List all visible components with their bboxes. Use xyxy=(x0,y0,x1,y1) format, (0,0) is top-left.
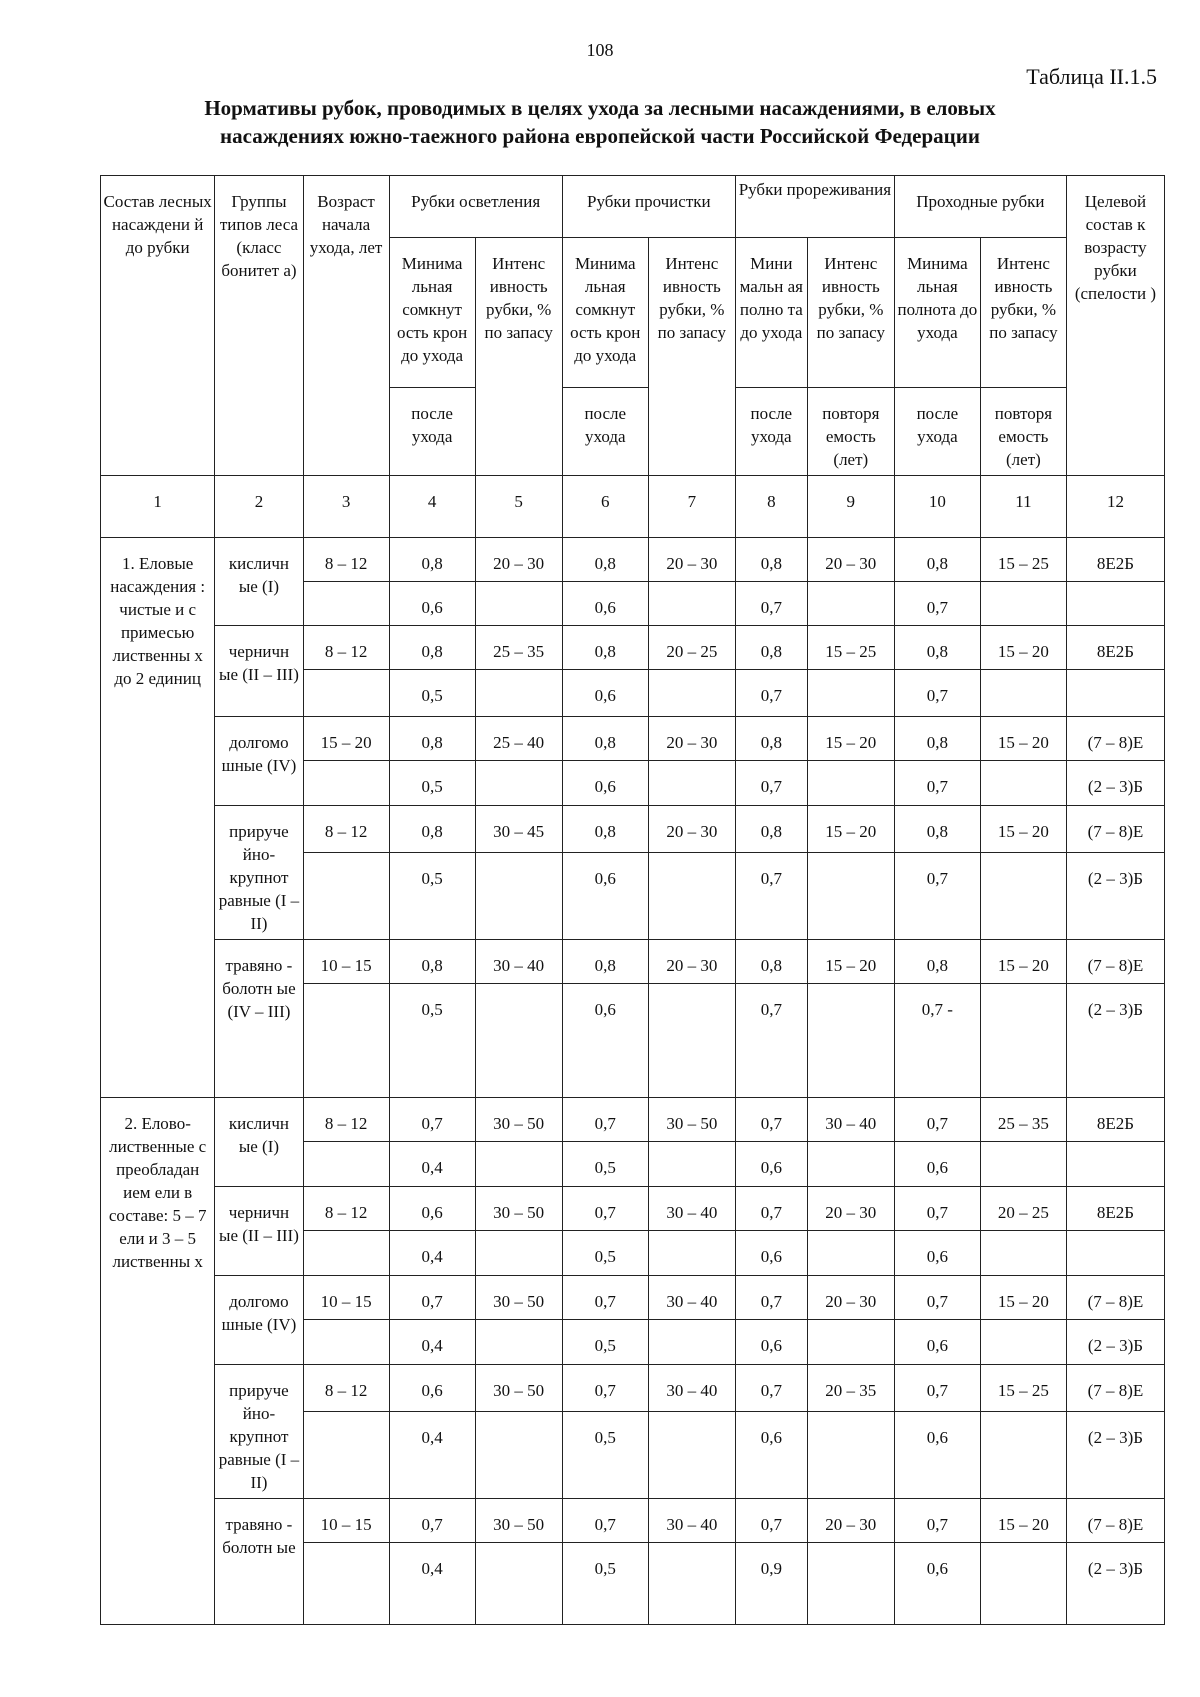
value-cell: 0,8 xyxy=(894,538,980,582)
header-col-9: Интенс ивность рубки, % по запасу xyxy=(807,238,894,388)
forest-type-cell: долгомо шные (IV) xyxy=(215,1276,303,1365)
value-cell: 0,7 xyxy=(894,1187,980,1231)
value-cell xyxy=(475,984,562,1098)
value-cell xyxy=(1066,1142,1164,1187)
value-cell xyxy=(303,1142,389,1187)
forest-type-cell: черничн ые (II – III) xyxy=(215,1187,303,1276)
value-cell: 25 – 35 xyxy=(980,1098,1066,1142)
value-cell xyxy=(807,1411,894,1498)
value-cell xyxy=(980,761,1066,806)
value-cell xyxy=(475,1320,562,1365)
value-cell: 0,8 xyxy=(562,940,648,984)
value-cell: 0,6 xyxy=(389,1187,475,1231)
value-cell: 10 – 15 xyxy=(303,1276,389,1320)
value-cell: 0,8 xyxy=(735,940,807,984)
col-number-5: 5 xyxy=(475,476,562,538)
value-cell: 0,6 xyxy=(562,670,648,717)
col-number-3: 3 xyxy=(303,476,389,538)
forest-type-cell: кисличн ые (I) xyxy=(215,538,303,626)
table-body xyxy=(101,538,1165,1625)
col-number-12: 12 xyxy=(1066,476,1164,538)
value-cell: 0,6 xyxy=(735,1320,807,1365)
value-cell: 0,8 xyxy=(562,538,648,582)
value-cell: 0,5 xyxy=(562,1543,648,1625)
value-cell: 20 – 25 xyxy=(648,626,735,670)
value-cell: (7 – 8)Е xyxy=(1066,940,1164,984)
value-cell: 0,7 xyxy=(735,984,807,1098)
value-cell: 0,6 xyxy=(894,1142,980,1187)
value-cell xyxy=(648,582,735,626)
value-cell: 0,8 xyxy=(894,717,980,761)
title-line-2: насаждениях южно-таежного района европейской части Российской Федерации xyxy=(220,124,980,148)
value-cell: 20 – 30 xyxy=(648,806,735,853)
value-cell: 15 – 20 xyxy=(980,626,1066,670)
value-cell: 0,7 xyxy=(735,852,807,939)
value-cell: 8 – 12 xyxy=(303,1098,389,1142)
value-cell: 15 – 20 xyxy=(807,806,894,853)
value-cell: 0,5 xyxy=(562,1231,648,1276)
value-cell: 15 – 20 xyxy=(807,717,894,761)
value-cell: 20 – 30 xyxy=(807,538,894,582)
value-cell: 0,8 xyxy=(894,806,980,853)
col-number-2: 2 xyxy=(215,476,303,538)
value-cell: (2 – 3)Б xyxy=(1066,761,1164,806)
value-cell: 0,6 xyxy=(562,582,648,626)
value-cell: 30 – 50 xyxy=(475,1499,562,1543)
value-cell xyxy=(303,852,389,939)
value-cell: 0,5 xyxy=(562,1411,648,1498)
table-row xyxy=(101,1187,1165,1231)
value-cell: 20 – 30 xyxy=(807,1187,894,1231)
table-row xyxy=(101,717,1165,761)
value-cell: 20 – 30 xyxy=(475,538,562,582)
header-col-6: Минима льная сомкнут ость крон до ухода xyxy=(562,238,648,388)
value-cell: 15 – 20 xyxy=(980,806,1066,853)
value-cell: 0,6 xyxy=(894,1543,980,1625)
value-cell xyxy=(1066,670,1164,717)
value-cell: 20 – 30 xyxy=(807,1499,894,1543)
value-cell: 0,4 xyxy=(389,1142,475,1187)
value-cell: 0,7 xyxy=(894,852,980,939)
header-forest-type-group: Группы типов леса (класс бонитет а) xyxy=(215,176,303,476)
value-cell: 15 – 20 xyxy=(980,940,1066,984)
value-cell: 0,7 - xyxy=(894,984,980,1098)
norms-table xyxy=(100,175,1165,1625)
value-cell: 0,8 xyxy=(735,538,807,582)
value-cell: 0,8 xyxy=(894,626,980,670)
value-cell: 0,7 xyxy=(562,1276,648,1320)
value-cell xyxy=(980,582,1066,626)
value-cell xyxy=(980,1231,1066,1276)
value-cell xyxy=(303,984,389,1098)
value-cell: 0,8 xyxy=(562,806,648,853)
col-number-7: 7 xyxy=(648,476,735,538)
col-number-6: 6 xyxy=(562,476,648,538)
value-cell: 0,8 xyxy=(562,717,648,761)
value-cell: 8 – 12 xyxy=(303,1365,389,1412)
title-line-1: Нормативы рубок, проводимых в целях ухода за лесными насаждениями, в еловых xyxy=(204,96,996,120)
value-cell xyxy=(807,761,894,806)
value-cell: 0,6 xyxy=(562,761,648,806)
value-cell: 0,7 xyxy=(894,1499,980,1543)
header-col-6-after: после ухода xyxy=(562,388,648,476)
value-cell xyxy=(980,1320,1066,1365)
table-row xyxy=(101,806,1165,853)
value-cell xyxy=(475,1231,562,1276)
col-number-11: 11 xyxy=(980,476,1066,538)
value-cell: 15 – 20 xyxy=(980,717,1066,761)
header-col-10: Минима льная полнота до ухода xyxy=(894,238,980,388)
value-cell: 30 – 40 xyxy=(807,1098,894,1142)
value-cell: 0,8 xyxy=(894,940,980,984)
value-cell: 0,4 xyxy=(389,1543,475,1625)
header-col-4: Минима льная сомкнут ость крон до ухода xyxy=(389,238,475,388)
value-cell: 0,7 xyxy=(562,1187,648,1231)
value-cell: 0,6 xyxy=(894,1320,980,1365)
value-cell: 0,9 xyxy=(735,1543,807,1625)
value-cell: 0,4 xyxy=(389,1411,475,1498)
value-cell: (7 – 8)Е xyxy=(1066,1365,1164,1412)
header-col-4-after: после ухода xyxy=(389,388,475,476)
value-cell: 30 – 45 xyxy=(475,806,562,853)
value-cell: 15 – 25 xyxy=(980,1365,1066,1412)
col-number-1: 1 xyxy=(101,476,215,538)
value-cell: 15 – 20 xyxy=(303,717,389,761)
value-cell: 0,5 xyxy=(562,1142,648,1187)
value-cell xyxy=(807,852,894,939)
value-cell: 0,6 xyxy=(562,984,648,1098)
value-cell: 0,8 xyxy=(389,717,475,761)
value-cell: (2 – 3)Б xyxy=(1066,1411,1164,1498)
value-cell xyxy=(475,852,562,939)
value-cell: 0,5 xyxy=(562,1320,648,1365)
table-row xyxy=(101,626,1165,670)
value-cell xyxy=(303,1231,389,1276)
value-cell: 0,6 xyxy=(389,1365,475,1412)
value-cell: 30 – 50 xyxy=(475,1276,562,1320)
table-row xyxy=(101,538,1165,582)
value-cell: 30 – 40 xyxy=(648,1365,735,1412)
value-cell: 15 – 20 xyxy=(980,1276,1066,1320)
value-cell: 0,7 xyxy=(735,1276,807,1320)
value-cell: 15 – 20 xyxy=(807,940,894,984)
value-cell xyxy=(648,761,735,806)
value-cell: 15 – 25 xyxy=(980,538,1066,582)
header-col-8: Мини мальн ая полно та до ухода xyxy=(735,238,807,388)
value-cell: 30 – 40 xyxy=(648,1499,735,1543)
value-cell: 0,7 xyxy=(735,1098,807,1142)
forest-type-cell: черничн ые (II – III) xyxy=(215,626,303,717)
value-cell: 0,7 xyxy=(894,582,980,626)
value-cell xyxy=(303,1320,389,1365)
value-cell xyxy=(807,582,894,626)
forest-type-cell: травяно - болотн ые xyxy=(215,1499,303,1625)
value-cell xyxy=(648,1543,735,1625)
value-cell: 0,7 xyxy=(735,761,807,806)
value-cell: 0,8 xyxy=(735,806,807,853)
value-cell: 30 – 50 xyxy=(648,1098,735,1142)
header-start-age: Возраст начала ухода, лет xyxy=(303,176,389,476)
value-cell: 8 – 12 xyxy=(303,1187,389,1231)
forest-type-cell: долгомо шные (IV) xyxy=(215,717,303,806)
value-cell: 20 – 30 xyxy=(648,940,735,984)
value-cell: 0,4 xyxy=(389,1231,475,1276)
value-cell xyxy=(980,670,1066,717)
value-cell: 0,7 xyxy=(562,1499,648,1543)
value-cell: 0,8 xyxy=(389,538,475,582)
value-cell xyxy=(980,852,1066,939)
value-cell: 0,6 xyxy=(562,852,648,939)
header-col-11: Интенс ивность рубки, % по запасу xyxy=(980,238,1066,388)
value-cell: 0,8 xyxy=(735,626,807,670)
value-cell: 20 – 30 xyxy=(648,717,735,761)
value-cell xyxy=(807,1231,894,1276)
value-cell: (7 – 8)Е xyxy=(1066,1276,1164,1320)
value-cell: 30 – 40 xyxy=(648,1187,735,1231)
header-col-10-after: после ухода xyxy=(894,388,980,476)
value-cell: 8Е2Б xyxy=(1066,1187,1164,1231)
value-cell: 20 – 35 xyxy=(807,1365,894,1412)
value-cell xyxy=(475,670,562,717)
col-number-10: 10 xyxy=(894,476,980,538)
value-cell xyxy=(1066,582,1164,626)
value-cell xyxy=(980,984,1066,1098)
document-title xyxy=(100,94,1100,150)
value-cell xyxy=(648,1320,735,1365)
value-cell xyxy=(648,852,735,939)
value-cell xyxy=(648,670,735,717)
value-cell: 0,8 xyxy=(562,626,648,670)
value-cell: 0,5 xyxy=(389,761,475,806)
value-cell: 0,7 xyxy=(894,761,980,806)
value-cell: 30 – 50 xyxy=(475,1187,562,1231)
value-cell: (2 – 3)Б xyxy=(1066,1543,1164,1625)
value-cell: 10 – 15 xyxy=(303,1499,389,1543)
value-cell xyxy=(807,1320,894,1365)
value-cell xyxy=(980,1142,1066,1187)
value-cell: 30 – 40 xyxy=(648,1276,735,1320)
header-composition: Состав лесных насаждени й до рубки xyxy=(101,176,215,476)
table-label: Таблица II.1.5 xyxy=(1026,64,1157,89)
header-col-8-after: после ухода xyxy=(735,388,807,476)
forest-type-cell: кисличн ые (I) xyxy=(215,1098,303,1187)
value-cell: 8Е2Б xyxy=(1066,1098,1164,1142)
value-cell: 0,5 xyxy=(389,670,475,717)
value-cell: 20 – 30 xyxy=(648,538,735,582)
value-cell xyxy=(475,582,562,626)
value-cell: 0,8 xyxy=(389,940,475,984)
value-cell: (2 – 3)Б xyxy=(1066,984,1164,1098)
value-cell: 10 – 15 xyxy=(303,940,389,984)
value-cell xyxy=(807,984,894,1098)
section-name: 2. Елово- лиственные с преобладан ием ели в составе: 5 – 7 ели и 3 – 5 лиственны х xyxy=(101,1098,215,1625)
value-cell: 8 – 12 xyxy=(303,626,389,670)
value-cell: (7 – 8)Е xyxy=(1066,806,1164,853)
table-row xyxy=(101,1499,1165,1543)
value-cell xyxy=(475,1142,562,1187)
value-cell: 25 – 35 xyxy=(475,626,562,670)
value-cell: 8Е2Б xyxy=(1066,626,1164,670)
value-cell: 0,7 xyxy=(894,1098,980,1142)
value-cell: 0,6 xyxy=(894,1411,980,1498)
value-cell: 0,5 xyxy=(389,852,475,939)
value-cell xyxy=(648,1142,735,1187)
value-cell: 0,7 xyxy=(894,670,980,717)
table-row xyxy=(101,940,1165,984)
col-number-9: 9 xyxy=(807,476,894,538)
table-row xyxy=(101,1365,1165,1412)
value-cell: 0,7 xyxy=(389,1098,475,1142)
value-cell: 0,8 xyxy=(389,626,475,670)
header-col-11-repeat: повторя емость (лет) xyxy=(980,388,1066,476)
forest-type-cell: приручe йно- крупнот равные (I – II) xyxy=(215,1365,303,1499)
value-cell: 0,7 xyxy=(735,670,807,717)
section-name: 1. Еловые насаждения : чистые и с примесью лиственны х до 2 единиц xyxy=(101,538,215,1098)
table-row xyxy=(101,1276,1165,1320)
forest-type-cell: травяно - болотн ые (IV – III) xyxy=(215,940,303,1098)
value-cell: 0,7 xyxy=(894,1365,980,1412)
value-cell: (7 – 8)Е xyxy=(1066,717,1164,761)
value-cell: 0,7 xyxy=(735,582,807,626)
value-cell xyxy=(980,1543,1066,1625)
value-cell xyxy=(303,670,389,717)
value-cell: 0,7 xyxy=(735,1499,807,1543)
value-cell xyxy=(807,670,894,717)
value-cell xyxy=(303,582,389,626)
value-cell: 8 – 12 xyxy=(303,538,389,582)
header-passage-cuttings: Проходные рубки xyxy=(894,176,1066,238)
header-col-5: Интенс ивность рубки, % по запасу xyxy=(475,238,562,476)
value-cell: 0,7 xyxy=(562,1365,648,1412)
value-cell: 30 – 50 xyxy=(475,1098,562,1142)
value-cell xyxy=(807,1543,894,1625)
value-cell xyxy=(980,1411,1066,1498)
value-cell: 25 – 40 xyxy=(475,717,562,761)
value-cell: 0,6 xyxy=(735,1411,807,1498)
value-cell: 0,7 xyxy=(894,1276,980,1320)
header-cleaning-cuttings: Рубки прочистки xyxy=(562,176,735,238)
value-cell: 0,6 xyxy=(389,582,475,626)
value-cell xyxy=(807,1142,894,1187)
value-cell: 0,7 xyxy=(389,1499,475,1543)
value-cell: 0,5 xyxy=(389,984,475,1098)
header-col-7: Интенс ивность рубки, % по запасу xyxy=(648,238,735,476)
header-target-composition: Целевой состав к возрасту рубки (спелости ) xyxy=(1066,176,1164,476)
value-cell xyxy=(648,1411,735,1498)
value-cell xyxy=(648,984,735,1098)
header-thinning-cuttings: Рубки прореживания xyxy=(735,176,894,238)
value-cell xyxy=(1066,1231,1164,1276)
value-cell: 20 – 25 xyxy=(980,1187,1066,1231)
value-cell: 0,8 xyxy=(389,806,475,853)
value-cell: 20 – 30 xyxy=(807,1276,894,1320)
value-cell xyxy=(303,1543,389,1625)
page-number: 108 xyxy=(586,40,614,60)
header-clearing-cuttings: Рубки осветления xyxy=(389,176,562,238)
value-cell xyxy=(648,1231,735,1276)
value-cell: 0,4 xyxy=(389,1320,475,1365)
value-cell: 0,6 xyxy=(735,1142,807,1187)
table-row xyxy=(101,1098,1165,1142)
value-cell xyxy=(475,1411,562,1498)
value-cell: 0,8 xyxy=(735,717,807,761)
value-cell: 8 – 12 xyxy=(303,806,389,853)
value-cell xyxy=(475,761,562,806)
value-cell: 8Е2Б xyxy=(1066,538,1164,582)
value-cell: (2 – 3)Б xyxy=(1066,852,1164,939)
value-cell xyxy=(303,761,389,806)
value-cell: 15 – 25 xyxy=(807,626,894,670)
value-cell: 0,7 xyxy=(735,1365,807,1412)
value-cell xyxy=(303,1411,389,1498)
value-cell: 0,6 xyxy=(894,1231,980,1276)
value-cell xyxy=(475,1543,562,1625)
value-cell: 0,7 xyxy=(389,1276,475,1320)
value-cell: 30 – 40 xyxy=(475,940,562,984)
value-cell: 0,7 xyxy=(735,1187,807,1231)
value-cell: 0,6 xyxy=(735,1231,807,1276)
value-cell: 30 – 50 xyxy=(475,1365,562,1412)
value-cell: 0,7 xyxy=(562,1098,648,1142)
col-number-8: 8 xyxy=(735,476,807,538)
header-col-9-repeat: повторя емость (лет) xyxy=(807,388,894,476)
col-number-4: 4 xyxy=(389,476,475,538)
value-cell: 15 – 20 xyxy=(980,1499,1066,1543)
value-cell: (7 – 8)Е xyxy=(1066,1499,1164,1543)
forest-type-cell: прируче йно- крупнот равные (I – II) xyxy=(215,806,303,940)
value-cell: (2 – 3)Б xyxy=(1066,1320,1164,1365)
